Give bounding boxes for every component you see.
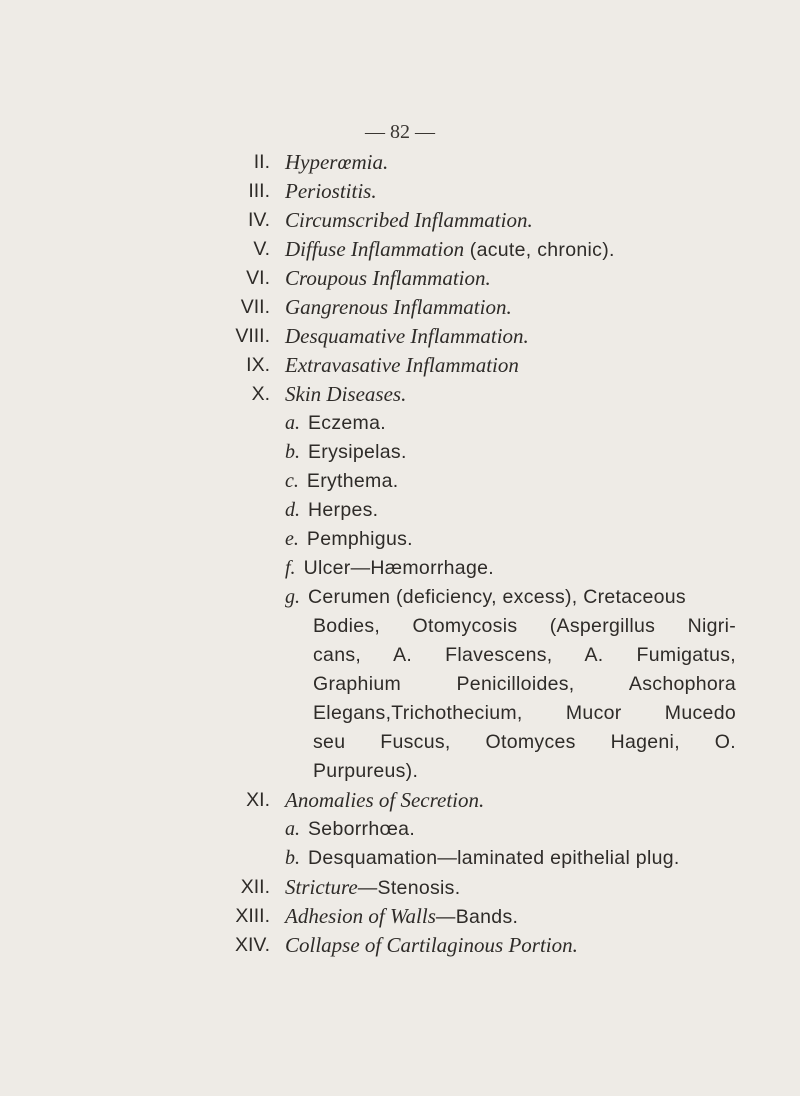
sub-item-text: Pemphigus. — [306, 528, 413, 550]
entry-number: X. — [251, 383, 270, 405]
sub-item-text: Erythema. — [306, 470, 399, 492]
sub-item-letter: b. — [285, 441, 300, 463]
entry-title: Gangrenous Inflammation. — [285, 295, 512, 319]
sub-item-text: Herpes. — [308, 499, 379, 521]
sub-item — [0, 438, 800, 467]
entry-title: Skin Diseases. — [285, 382, 407, 406]
sub-item-letter: b. — [285, 847, 300, 869]
entry-number: XIII. — [235, 905, 270, 927]
cerumen-line: Elegans,Trichothecium, Mucor Mucedo — [313, 702, 736, 724]
sub-item — [0, 554, 800, 583]
entry-number: V. — [253, 238, 270, 260]
list-item — [0, 902, 800, 931]
cerumen-line: Graphium Penicilloides, Aschophora — [313, 673, 736, 695]
entry-number: II. — [253, 151, 270, 173]
sub-item — [0, 496, 800, 525]
entry-title: Desquamative Inflammation. — [285, 324, 529, 348]
entry-title: Croupous Inflammation. — [285, 266, 491, 290]
sub-item-letter: g. — [285, 586, 300, 608]
sub-item-letter: f. — [285, 557, 296, 579]
sub-item-text: Seborrhœa. — [308, 818, 416, 840]
list-item — [0, 351, 800, 380]
sub-item-letter: c. — [285, 470, 299, 492]
cerumen-line: seu Fuscus, Otomyces Hageni, O. — [313, 731, 736, 753]
list-item — [0, 177, 800, 206]
cerumen-line: cans, A. Flavescens, A. Fumigatus, — [313, 644, 736, 666]
entry-number: XI. — [246, 789, 270, 811]
list-item — [0, 235, 800, 264]
sub-item — [0, 525, 800, 554]
sub-item — [0, 815, 800, 844]
entry-suffix: —Bands. — [435, 906, 519, 928]
entry-number: XIV. — [234, 934, 270, 956]
sub-item-letter: d. — [285, 499, 300, 521]
entry-number: VIII. — [235, 325, 270, 347]
list-item — [0, 931, 800, 960]
sub-item — [0, 409, 800, 438]
entry-title-group — [285, 235, 615, 265]
list-item — [0, 293, 800, 322]
entry-title: Periostitis. — [285, 179, 377, 203]
list-item — [0, 148, 800, 177]
sub-item-text: Erysipelas. — [308, 441, 407, 463]
page-number: — 82 — — [365, 121, 435, 143]
entry-number: VII. — [240, 296, 270, 318]
entry-title: Diffuse Inflammation — [285, 237, 465, 261]
entry-number: XII. — [240, 876, 270, 898]
sub-item-text: Eczema. — [308, 412, 386, 434]
entry-number: III. — [248, 180, 270, 202]
list-item — [0, 873, 800, 902]
entry-title: Circumscribed Inflammation. — [285, 208, 533, 232]
list-item — [0, 206, 800, 235]
entry-title: Adhesion of Walls — [285, 904, 436, 928]
list-item — [0, 786, 800, 815]
sub-item — [0, 844, 800, 873]
cerumen-line: Purpureus). — [313, 760, 419, 782]
sub-item-text: Ulcer—Hæmorrhage. — [303, 557, 494, 579]
list-item — [0, 380, 800, 409]
sub-item — [0, 467, 800, 496]
entry-suffix: (acute, chronic). — [464, 239, 615, 261]
entry-title: Hyperœmia. — [285, 150, 389, 174]
classification-list — [0, 148, 800, 960]
cerumen-line: Cerumen (deficiency, excess), Cretaceous — [308, 586, 686, 608]
entry-number: IX. — [246, 354, 270, 376]
entry-title: Collapse of Cartilaginous Portion. — [285, 933, 578, 957]
entry-suffix: —Stenosis. — [357, 877, 461, 899]
entry-number: VI. — [246, 267, 270, 289]
entry-title: Anomalies of Secretion. — [285, 788, 485, 812]
entry-number: IV. — [247, 209, 270, 231]
sub-item-letter: a. — [285, 412, 300, 434]
entry-title: Stricture — [285, 875, 358, 899]
sub-item-letter: e. — [285, 528, 299, 550]
list-item — [0, 264, 800, 293]
sub-item-letter: a. — [285, 818, 300, 840]
sub-item — [0, 583, 800, 612]
entry-title: Extravasative Inflammation — [285, 353, 519, 377]
sub-item-text: Desquamation—laminated epithelial plug. — [308, 847, 680, 869]
cerumen-line: Bodies, Otomycosis (Aspergillus Nigri- — [313, 615, 736, 637]
list-item — [0, 322, 800, 351]
